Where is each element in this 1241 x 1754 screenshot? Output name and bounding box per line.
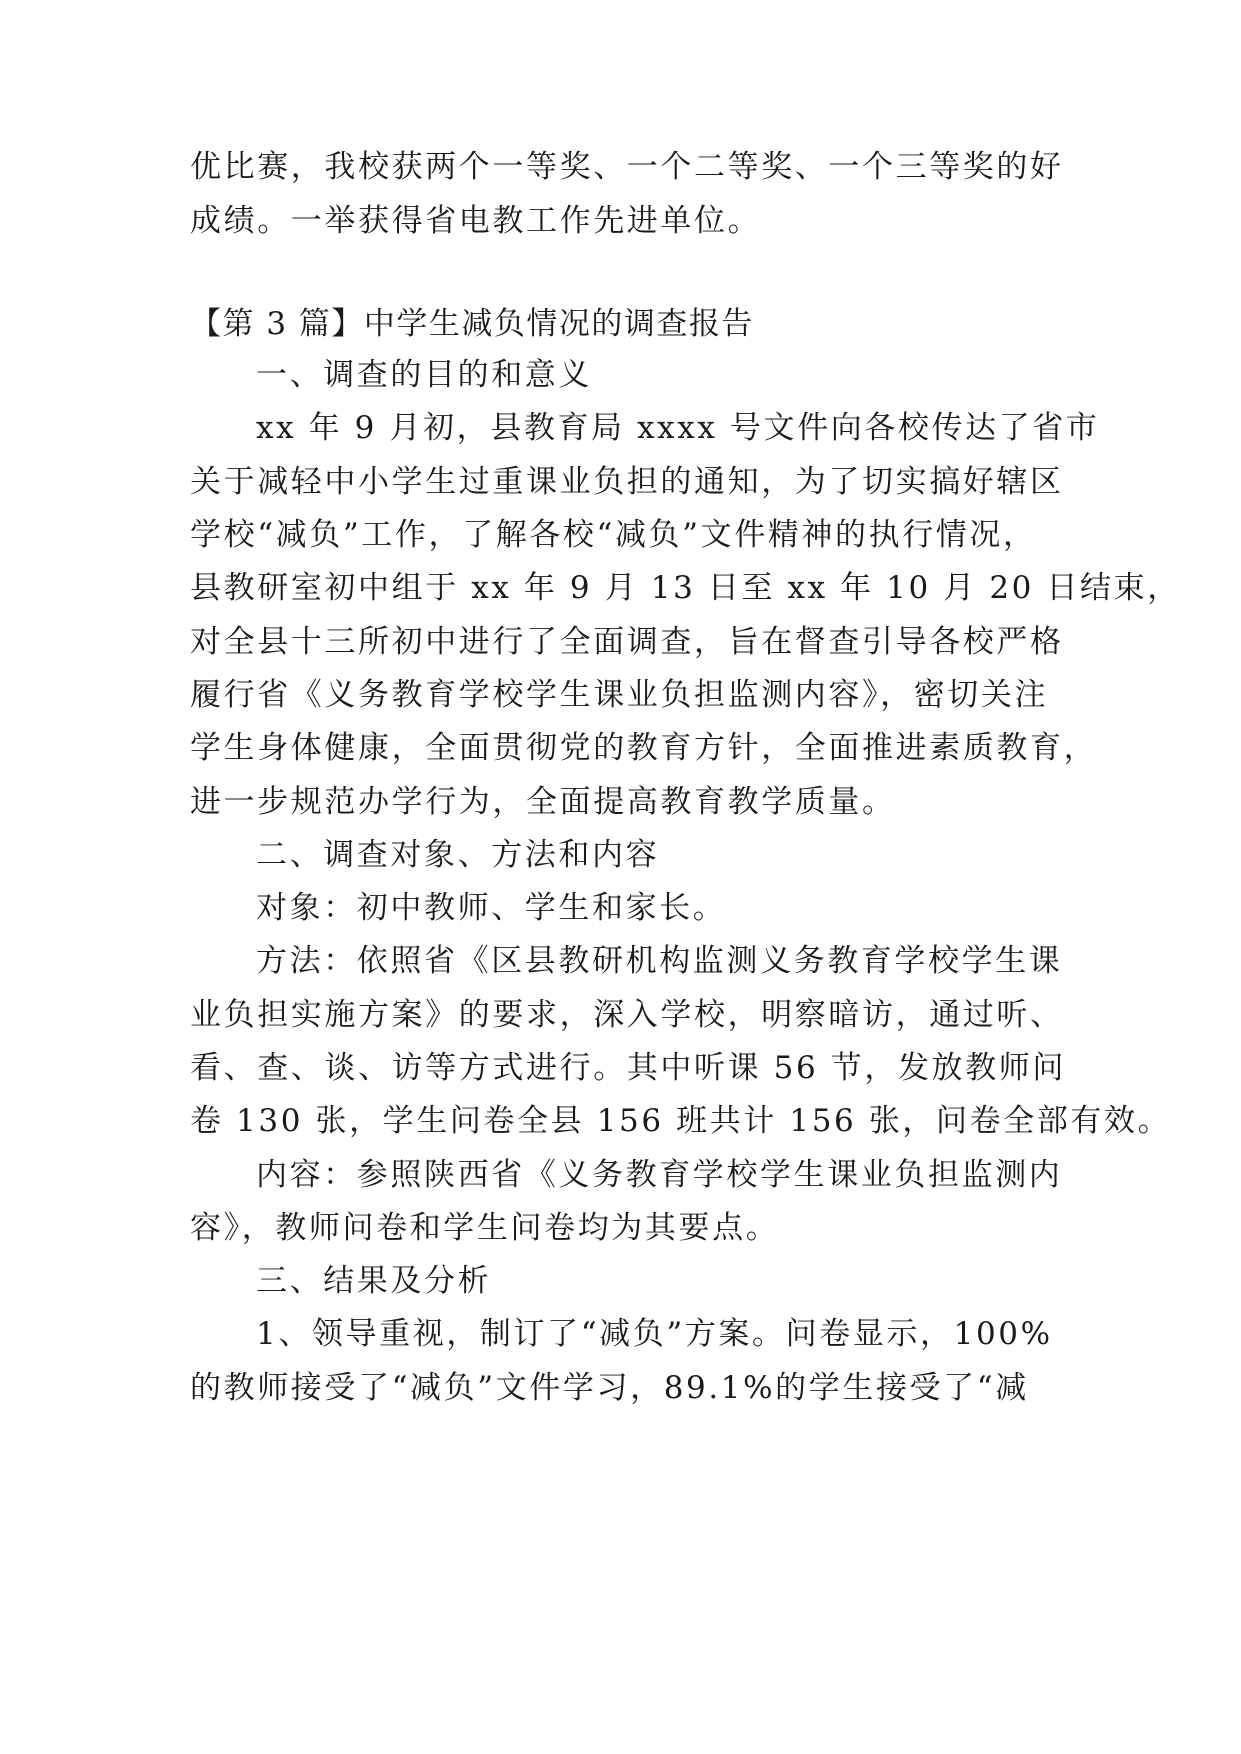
paragraph-line: 成绩。一举获得省电教工作先进单位。 [190,203,762,239]
paragraph-line: 学校“减负”工作，了解各校“减负”文件精神的执行情况， [190,517,1037,553]
paragraph-line: 县教研室初中组于 xx 年 9 月 13 日至 xx 年 10 月 20 日结束， [190,570,1181,606]
paragraph-line: 看、查、谈、访等方式进行。其中听课 56 节，发放教师问 [190,1050,1066,1086]
paragraph-line: 的教师接受了“减负”文件学习，89.1%的学生接受了“减 [190,1370,1029,1406]
paragraph-line: 卷 130 张，学生问卷全县 156 班共计 156 张，问卷全部有效。 [190,1103,1172,1139]
paragraph-line: 方法：依照省《区县教研机构监测义务教育学校学生课 [256,943,1063,979]
paragraph-line: 关于减轻中小学生过重课业负担的通知，为了切实搞好辖区 [190,464,1064,500]
paragraph-line: 1、领导重视，制订了“减负”方案。问卷显示，100% [256,1316,1053,1352]
heading-results: 三、结果及分析 [256,1263,492,1299]
section-title: 【第 3 篇】中学生减负情况的调查报告 [190,306,754,342]
paragraph-line: 内容：参照陕西省《义务教育学校学生课业负担监测内 [256,1157,1063,1193]
paragraph-line: 对象：初中教师、学生和家长。 [256,890,727,926]
paragraph-line: 履行省《义务教育学校学生课业负担监测内容》，密切关注 [190,677,1049,713]
heading-purpose: 一、调查的目的和意义 [256,357,592,393]
paragraph-line: xx 年 9 月初，县教育局 xxxx 号文件向各校传达了省市 [256,410,1100,446]
heading-objects-methods: 二、调查对象、方法和内容 [256,837,660,873]
paragraph-line: 学生身体健康，全面贯彻党的教育方针，全面推进素质教育， [190,730,1098,766]
paragraph-line: 容》，教师问卷和学生问卷均为其要点。 [190,1210,780,1246]
paragraph-line: 业负担实施方案》的要求，深入学校，明察暗访，通过听、 [190,997,1064,1033]
paragraph-line: 进一步规范办学行为，全面提高教育教学质量。 [190,784,896,820]
paragraph-line: 对全县十三所初中进行了全面调查，旨在督查引导各校严格 [190,624,1064,660]
paragraph-line: 优比赛，我校获两个一等奖、一个二等奖、一个三等奖的好 [190,149,1064,185]
